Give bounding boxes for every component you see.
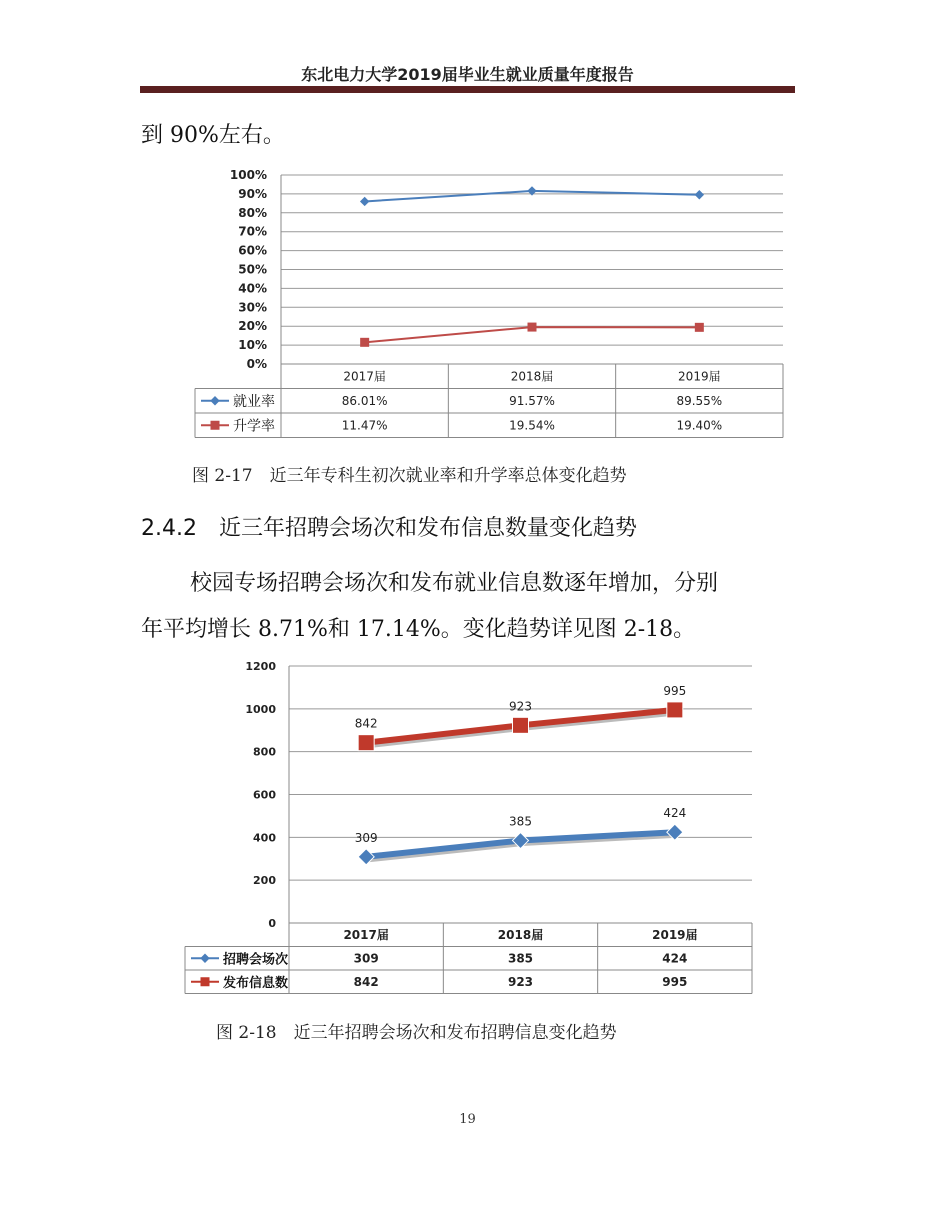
- data-label: 923: [509, 699, 532, 714]
- data-point: [358, 735, 374, 751]
- y-tick-label: 60%: [238, 243, 267, 258]
- legend-label: 发布信息数: [223, 975, 289, 991]
- category-label: 2019届: [652, 927, 698, 942]
- data-label: 309: [354, 830, 378, 845]
- table-cell-value: 842: [353, 974, 379, 989]
- y-tick-label: 200: [253, 874, 276, 888]
- table-cell-value: 19.54%: [509, 418, 555, 433]
- y-tick-label: 50%: [238, 262, 267, 277]
- legend-label: 招聘会场次: [223, 952, 289, 968]
- data-label: 842: [354, 716, 378, 731]
- table-cell-value: 923: [507, 974, 534, 989]
- legend-marker: [211, 421, 219, 429]
- y-tick-label: 0: [268, 917, 276, 930]
- table-cell-value: 385: [507, 951, 534, 966]
- table-cell-value: 91.57%: [509, 393, 555, 408]
- data-point: [667, 702, 683, 718]
- y-tick-label: 20%: [238, 319, 267, 334]
- y-tick-label: 600: [253, 788, 276, 802]
- y-tick-label: 90%: [238, 186, 267, 201]
- y-tick-label: 100%: [229, 168, 267, 182]
- page-number: 19: [459, 1112, 476, 1127]
- chart-job-fairs: [180, 655, 760, 1000]
- category-label: 2019届: [678, 369, 721, 384]
- y-tick-label: 10%: [238, 338, 267, 353]
- y-tick-label: 1000: [245, 702, 276, 716]
- data-point: [361, 197, 369, 205]
- data-point: [695, 191, 703, 199]
- y-tick-label: 0%: [246, 357, 267, 371]
- data-point: [695, 323, 703, 331]
- category-label: 2017届: [343, 369, 386, 384]
- table-cell-value: 995: [662, 974, 688, 989]
- paragraph-line-1: 校园专场招聘会场次和发布就业信息数逐年增加，分别: [190, 571, 719, 596]
- data-label: 424: [663, 806, 687, 821]
- y-tick-label: 30%: [238, 300, 267, 315]
- y-tick-label: 40%: [238, 281, 267, 296]
- table-cell-value: 86.01%: [341, 393, 388, 408]
- data-point: [361, 338, 369, 346]
- section-heading: 2.4.2 近三年招聘会场次和发布信息数量变化趋势: [141, 516, 637, 541]
- intro-line: 到 90%左右。: [141, 123, 285, 148]
- data-label: 995: [663, 683, 687, 698]
- figure-2-17-caption: 图 2-17 近三年专科生初次就业率和升学率总体变化趋势: [192, 466, 627, 486]
- category-label: 2018届: [497, 927, 544, 942]
- table-cell-value: 309: [353, 951, 379, 966]
- legend-marker: [201, 978, 209, 986]
- table-cell-value: 11.47%: [341, 418, 388, 433]
- data-label: 385: [509, 814, 532, 829]
- category-label: 2017届: [343, 927, 389, 942]
- chart-employment-rate: [190, 166, 790, 446]
- y-tick-label: 400: [253, 831, 276, 845]
- y-tick-label: 800: [253, 745, 276, 759]
- paragraph-line-2: 年平均增长 8.71%和 17.14%。变化趋势详见图 2-18。: [141, 617, 696, 642]
- legend-label: 就业率: [233, 393, 275, 410]
- data-point: [528, 323, 536, 331]
- table-cell-value: 424: [662, 951, 688, 966]
- data-point: [358, 849, 374, 865]
- table-cell-value: 19.40%: [676, 418, 723, 433]
- y-tick-label: 70%: [238, 224, 267, 239]
- legend-label: 升学率: [233, 418, 275, 435]
- y-tick-label: 80%: [238, 205, 267, 220]
- category-label: 2018届: [510, 369, 554, 384]
- figure-2-18-caption: 图 2-18 近三年招聘会场次和发布招聘信息变化趋势: [216, 1023, 617, 1043]
- y-tick-label: 1200: [245, 660, 276, 673]
- table-cell-value: 89.55%: [676, 393, 723, 408]
- legend-marker: [201, 954, 209, 962]
- data-point: [513, 717, 529, 733]
- legend-marker: [211, 397, 219, 405]
- report-header-title: 东北电力大学2019届毕业生就业质量年度报告: [301, 65, 634, 84]
- header-divider: [140, 86, 795, 93]
